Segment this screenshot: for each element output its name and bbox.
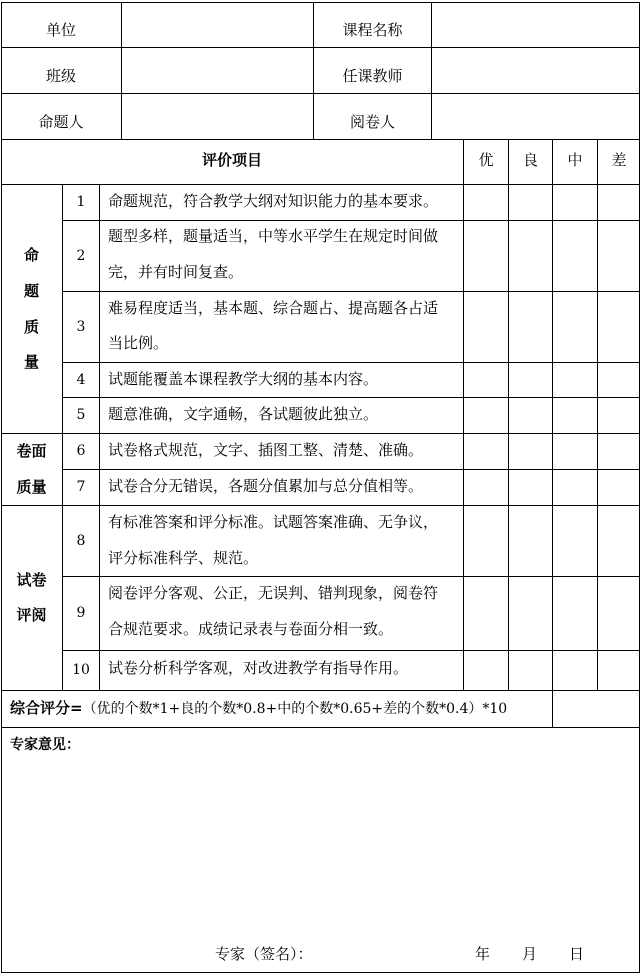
item-text: 完，并有时间复查。 xyxy=(108,263,244,281)
item-number: 4 xyxy=(76,372,86,388)
item-text: 有标准答案和评分标准。试题答案准确、无争议， xyxy=(108,513,439,531)
item-text: 评分标准科学、规范。 xyxy=(108,549,259,567)
composite-score-label: 综合评分= xyxy=(10,699,83,717)
item-number: 8 xyxy=(76,533,86,549)
table-grid-line xyxy=(1,184,640,185)
category-paper-quality-line: 卷面 xyxy=(16,442,47,460)
category-question-quality-char: 命 xyxy=(23,246,39,264)
table-grid-line xyxy=(99,184,100,690)
expert-opinion-area[interactable] xyxy=(2,760,639,935)
table-grid-line xyxy=(62,650,640,651)
item-number: 10 xyxy=(72,662,90,678)
item-number: 6 xyxy=(76,443,86,459)
item-number: 5 xyxy=(76,407,86,423)
category-paper-quality-line: 质量 xyxy=(16,478,47,496)
table-grid-line xyxy=(552,139,553,727)
table-grid-line xyxy=(597,139,598,690)
item-text: 题意准确，文字通畅，各试题彼此独立。 xyxy=(108,405,379,423)
item-number: 9 xyxy=(76,605,86,621)
grade-header-good: 良 xyxy=(522,151,538,169)
teacher-label: 任课教师 xyxy=(342,67,403,85)
table-grid-line xyxy=(62,469,640,470)
table-grid-line xyxy=(1,505,640,506)
evaluation-items-header: 评价项目 xyxy=(201,151,262,169)
category-question-quality-char: 量 xyxy=(23,353,39,371)
category-grading-line: 评阅 xyxy=(16,606,47,624)
grader-value[interactable] xyxy=(432,94,640,139)
item-text: 难易程度适当，基本题、综合题占、提高题各占适 xyxy=(108,299,439,317)
table-grid-line xyxy=(1,727,640,728)
table-grid-line xyxy=(62,397,640,398)
setter-value[interactable] xyxy=(122,94,313,139)
grader-label: 阅卷人 xyxy=(349,113,395,131)
course-label: 课程名称 xyxy=(342,21,403,39)
table-grid-line xyxy=(1,690,640,691)
composite-score-value[interactable] xyxy=(553,691,640,727)
item-text: 当比例。 xyxy=(108,334,169,352)
item-text: 试卷分析科学客观，对改进教学有指导作用。 xyxy=(108,659,409,677)
course-value[interactable] xyxy=(432,2,640,47)
grade-header-poor: 差 xyxy=(611,151,627,169)
table-grid-line xyxy=(463,139,464,690)
grade-header-average: 中 xyxy=(567,151,583,169)
class-label: 班级 xyxy=(45,67,76,85)
grade-header-excellent: 优 xyxy=(478,151,494,169)
item-text: 题型多样，题量适当，中等水平学生在规定时间做 xyxy=(108,227,439,245)
teacher-value[interactable] xyxy=(432,48,640,93)
unit-label: 单位 xyxy=(45,21,76,39)
item-text: 命题规范，符合教学大纲对知识能力的基本要求。 xyxy=(108,192,439,210)
item-number: 2 xyxy=(76,248,86,264)
date-month-label: 月 xyxy=(522,945,538,963)
item-text: 试卷合分无错误，各题分值累加与总分值相等。 xyxy=(108,477,424,495)
expert-opinion-label: 专家意见： xyxy=(10,737,80,753)
item-number: 1 xyxy=(76,194,86,210)
category-question-quality-char: 题 xyxy=(23,282,39,300)
table-grid-line xyxy=(62,576,640,577)
setter-label: 命题人 xyxy=(38,113,84,131)
date-day-label: 日 xyxy=(569,945,585,963)
table-grid-line xyxy=(62,291,640,292)
date-year-label: 年 xyxy=(475,945,491,963)
header-grid-line xyxy=(1,139,640,140)
table-grid-line xyxy=(62,220,640,221)
table-grid-line xyxy=(62,362,640,363)
table-grid-line xyxy=(1,433,640,434)
expert-signature-label: 专家（签名）： xyxy=(215,945,313,963)
composite-score xyxy=(10,701,507,716)
item-text: 合规范要求。成绩记录表与卷面分相一致。 xyxy=(108,620,394,638)
item-number: 3 xyxy=(76,319,86,335)
table-grid-line xyxy=(508,139,509,690)
item-text: 试题能覆盖本课程教学大纲的基本内容。 xyxy=(108,370,379,388)
category-question-quality-char: 质 xyxy=(23,318,39,336)
item-text: 阅卷评分客观、公正，无误判、错判现象，阅卷符 xyxy=(108,584,439,602)
item-text: 试卷格式规范，文字、插图工整、清楚、准确。 xyxy=(108,441,424,459)
category-grading-line: 试卷 xyxy=(16,571,47,589)
composite-score-formula: （优的个数*1+良的个数*0.8+中的个数*0.65+差的个数*0.4）*10 xyxy=(82,701,508,717)
unit-value[interactable] xyxy=(122,2,313,47)
class-value[interactable] xyxy=(122,48,313,93)
item-number: 7 xyxy=(76,479,86,495)
